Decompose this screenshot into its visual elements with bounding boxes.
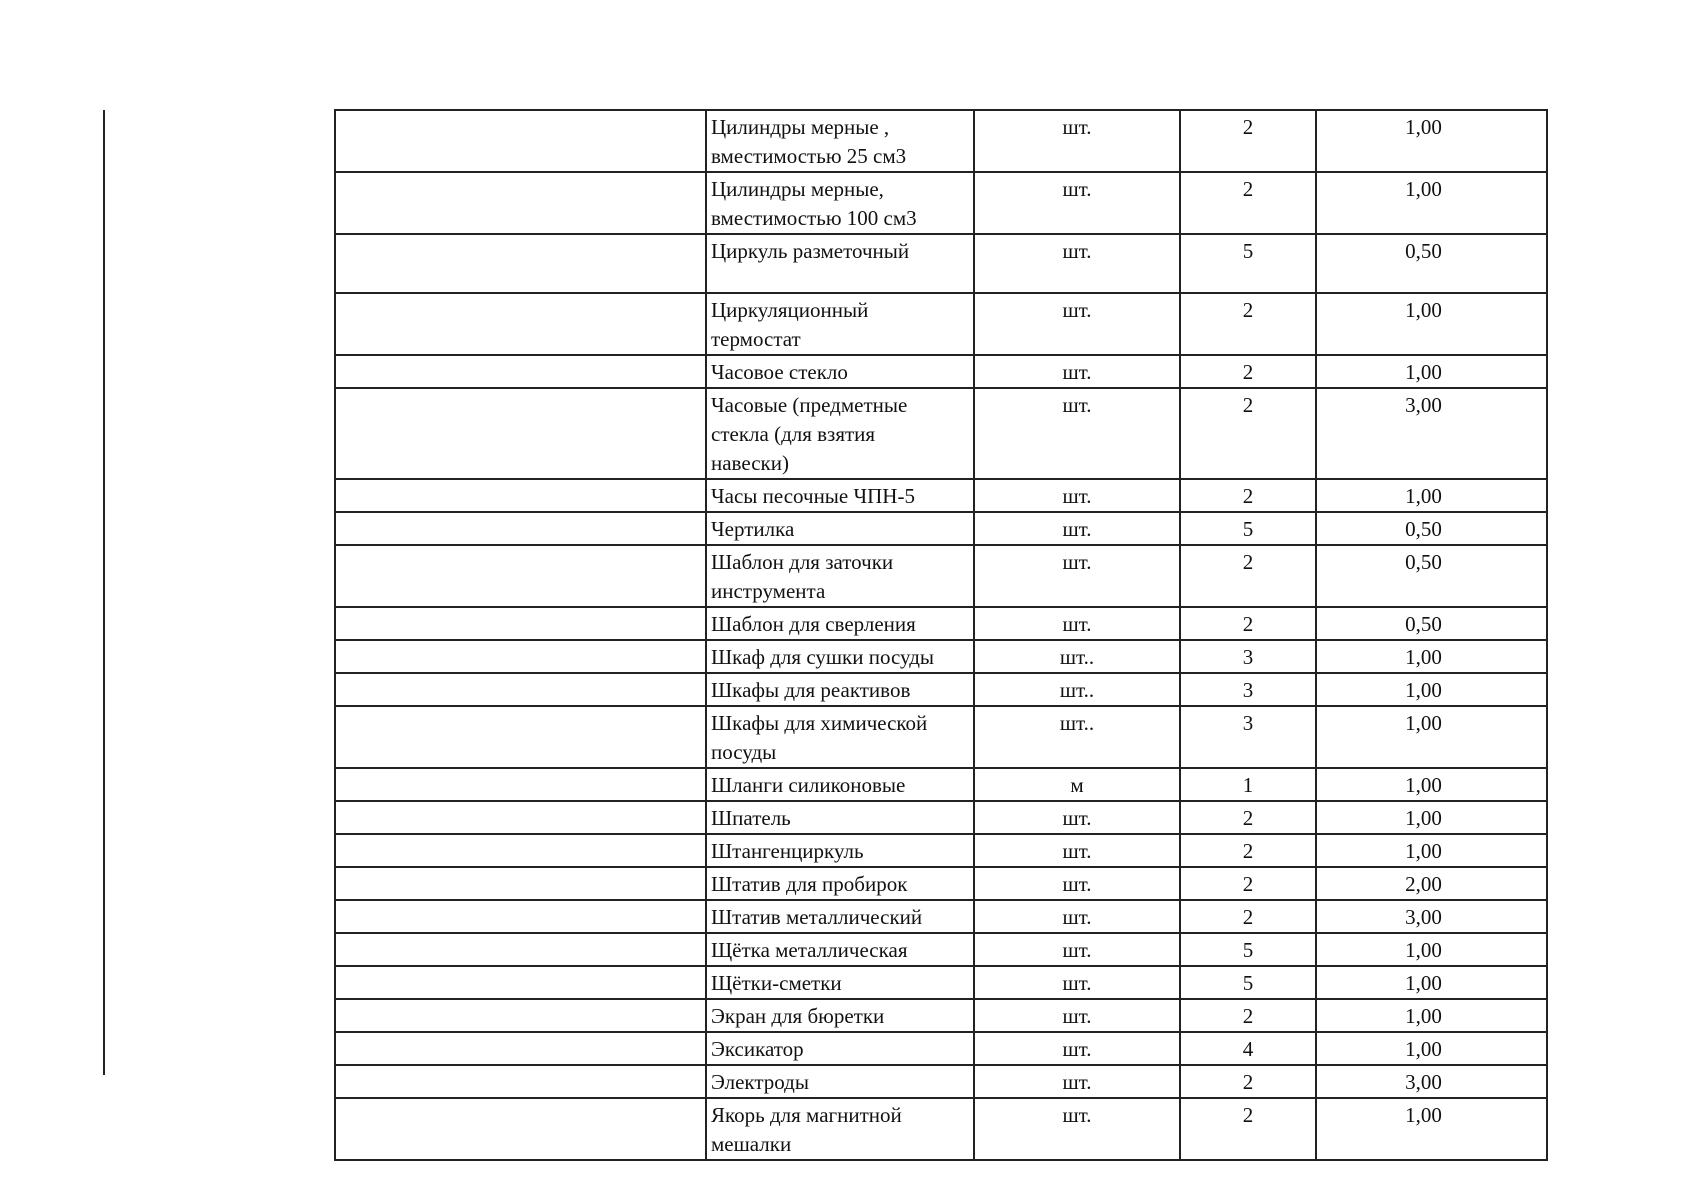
value-cell: 1,00 <box>1316 933 1547 966</box>
empty-cell <box>335 545 706 607</box>
unit-cell: шт. <box>974 607 1180 640</box>
empty-cell <box>335 834 706 867</box>
item-name-cell: Шпатель <box>706 801 974 834</box>
value-cell: 3,00 <box>1316 900 1547 933</box>
table-row <box>335 801 1547 834</box>
value-cell: 3,00 <box>1316 1065 1547 1098</box>
quantity-cell: 5 <box>1180 234 1316 293</box>
quantity-cell: 2 <box>1180 355 1316 388</box>
value-cell: 1,00 <box>1316 768 1547 801</box>
item-name-cell: Щётки-сметки <box>706 966 974 999</box>
unit-cell: шт. <box>974 388 1180 479</box>
empty-cell <box>335 293 706 355</box>
empty-cell <box>335 479 706 512</box>
empty-cell <box>335 640 706 673</box>
value-cell: 0,50 <box>1316 512 1547 545</box>
quantity-cell: 2 <box>1180 293 1316 355</box>
item-name-cell: Эксикатор <box>706 1032 974 1065</box>
item-name-cell: Шаблон для сверления <box>706 607 974 640</box>
table-row <box>335 768 1547 801</box>
value-cell: 1,00 <box>1316 293 1547 355</box>
empty-cell <box>335 966 706 999</box>
item-name-cell: Якорь для магнитной мешалки <box>706 1098 974 1160</box>
quantity-cell: 3 <box>1180 673 1316 706</box>
table-row <box>335 900 1547 933</box>
unit-cell: шт.. <box>974 640 1180 673</box>
quantity-cell: 2 <box>1180 900 1316 933</box>
unit-cell: шт. <box>974 966 1180 999</box>
item-name-cell: Шкафы для реактивов <box>706 673 974 706</box>
unit-cell: шт. <box>974 801 1180 834</box>
table-row <box>335 512 1547 545</box>
empty-cell <box>335 1098 706 1160</box>
unit-cell: шт. <box>974 900 1180 933</box>
value-cell: 1,00 <box>1316 355 1547 388</box>
unit-cell: шт. <box>974 110 1180 172</box>
empty-cell <box>335 110 706 172</box>
table-row <box>335 545 1547 607</box>
quantity-cell: 2 <box>1180 834 1316 867</box>
empty-cell <box>335 933 706 966</box>
item-name-cell: Щётка металлическая <box>706 933 974 966</box>
value-cell: 1,00 <box>1316 640 1547 673</box>
value-cell: 1,00 <box>1316 966 1547 999</box>
item-name-cell: Чертилка <box>706 512 974 545</box>
quantity-cell: 2 <box>1180 607 1316 640</box>
quantity-cell: 2 <box>1180 545 1316 607</box>
value-cell: 3,00 <box>1316 388 1547 479</box>
empty-cell <box>335 867 706 900</box>
value-cell: 1,00 <box>1316 172 1547 234</box>
item-name-cell: Электроды <box>706 1065 974 1098</box>
unit-cell: шт. <box>974 999 1180 1032</box>
unit-cell: шт. <box>974 293 1180 355</box>
empty-cell <box>335 1065 706 1098</box>
unit-cell: шт. <box>974 1032 1180 1065</box>
value-cell: 0,50 <box>1316 545 1547 607</box>
unit-cell: шт. <box>974 1065 1180 1098</box>
table-row <box>335 1098 1547 1160</box>
quantity-cell: 2 <box>1180 1098 1316 1160</box>
item-name-cell: Циркуль разметочный <box>706 234 974 293</box>
unit-cell: шт. <box>974 545 1180 607</box>
value-cell: 1,00 <box>1316 801 1547 834</box>
value-cell: 1,00 <box>1316 673 1547 706</box>
quantity-cell: 3 <box>1180 706 1316 768</box>
unit-cell: шт. <box>974 512 1180 545</box>
item-name-cell: Часы песочные ЧПН-5 <box>706 479 974 512</box>
table-row <box>335 479 1547 512</box>
empty-cell <box>335 673 706 706</box>
item-name-cell: Штатив для пробирок <box>706 867 974 900</box>
table-row <box>335 234 1547 293</box>
quantity-cell: 2 <box>1180 867 1316 900</box>
empty-cell <box>335 999 706 1032</box>
quantity-cell: 5 <box>1180 966 1316 999</box>
table-row <box>335 640 1547 673</box>
empty-cell <box>335 706 706 768</box>
empty-cell <box>335 900 706 933</box>
item-name-cell: Циркуляционный термостат <box>706 293 974 355</box>
quantity-cell: 3 <box>1180 640 1316 673</box>
table-row <box>335 110 1547 172</box>
unit-cell: шт. <box>974 867 1180 900</box>
unit-cell: шт. <box>974 355 1180 388</box>
empty-cell <box>335 512 706 545</box>
item-name-cell: Часовые (предметные стекла (для взятия навески) <box>706 388 974 479</box>
table-body <box>335 110 1547 1160</box>
value-cell: 1,00 <box>1316 110 1547 172</box>
empty-cell <box>335 355 706 388</box>
table-row <box>335 293 1547 355</box>
empty-cell <box>335 1032 706 1065</box>
item-name-cell: Шкафы для химической посуды <box>706 706 974 768</box>
value-cell: 0,50 <box>1316 234 1547 293</box>
value-cell: 1,00 <box>1316 706 1547 768</box>
unit-cell: шт. <box>974 234 1180 293</box>
unit-cell: шт. <box>974 933 1180 966</box>
item-name-cell: Штангенциркуль <box>706 834 974 867</box>
unit-cell: шт. <box>974 1098 1180 1160</box>
page-margin-line <box>103 110 105 1075</box>
empty-cell <box>335 172 706 234</box>
empty-cell <box>335 607 706 640</box>
table-row <box>335 355 1547 388</box>
quantity-cell: 2 <box>1180 172 1316 234</box>
value-cell: 0,50 <box>1316 607 1547 640</box>
item-name-cell: Шкаф для сушки посуды <box>706 640 974 673</box>
quantity-cell: 2 <box>1180 1065 1316 1098</box>
unit-cell: шт.. <box>974 673 1180 706</box>
table-row <box>335 999 1547 1032</box>
item-name-cell: Часовое стекло <box>706 355 974 388</box>
quantity-cell: 2 <box>1180 388 1316 479</box>
value-cell: 2,00 <box>1316 867 1547 900</box>
item-name-cell: Штатив металлический <box>706 900 974 933</box>
value-cell: 1,00 <box>1316 1032 1547 1065</box>
unit-cell: шт. <box>974 172 1180 234</box>
table-row <box>335 172 1547 234</box>
table-row <box>335 834 1547 867</box>
table-row <box>335 673 1547 706</box>
empty-cell <box>335 768 706 801</box>
value-cell: 1,00 <box>1316 479 1547 512</box>
item-name-cell: Шланги силиконовые <box>706 768 974 801</box>
unit-cell: шт.. <box>974 706 1180 768</box>
quantity-cell: 2 <box>1180 999 1316 1032</box>
item-name-cell: Цилиндры мерные, вместимостью 100 см3 <box>706 172 974 234</box>
quantity-cell: 1 <box>1180 768 1316 801</box>
value-cell: 1,00 <box>1316 999 1547 1032</box>
unit-cell: шт. <box>974 834 1180 867</box>
table-row <box>335 388 1547 479</box>
table-row <box>335 966 1547 999</box>
quantity-cell: 2 <box>1180 110 1316 172</box>
empty-cell <box>335 388 706 479</box>
quantity-cell: 5 <box>1180 933 1316 966</box>
table-row <box>335 706 1547 768</box>
quantity-cell: 4 <box>1180 1032 1316 1065</box>
item-name-cell: Экран для бюретки <box>706 999 974 1032</box>
quantity-cell: 2 <box>1180 801 1316 834</box>
item-name-cell: Шаблон для заточки инструмента <box>706 545 974 607</box>
unit-cell: м <box>974 768 1180 801</box>
table-row <box>335 867 1547 900</box>
empty-cell <box>335 801 706 834</box>
quantity-cell: 5 <box>1180 512 1316 545</box>
quantity-cell: 2 <box>1180 479 1316 512</box>
table-row <box>335 933 1547 966</box>
table-row <box>335 607 1547 640</box>
table-row <box>335 1032 1547 1065</box>
unit-cell: шт. <box>974 479 1180 512</box>
equipment-table <box>334 109 1548 1161</box>
table-row <box>335 1065 1547 1098</box>
value-cell: 1,00 <box>1316 834 1547 867</box>
value-cell: 1,00 <box>1316 1098 1547 1160</box>
empty-cell <box>335 234 706 293</box>
item-name-cell: Цилиндры мерные , вместимостью 25 см3 <box>706 110 974 172</box>
